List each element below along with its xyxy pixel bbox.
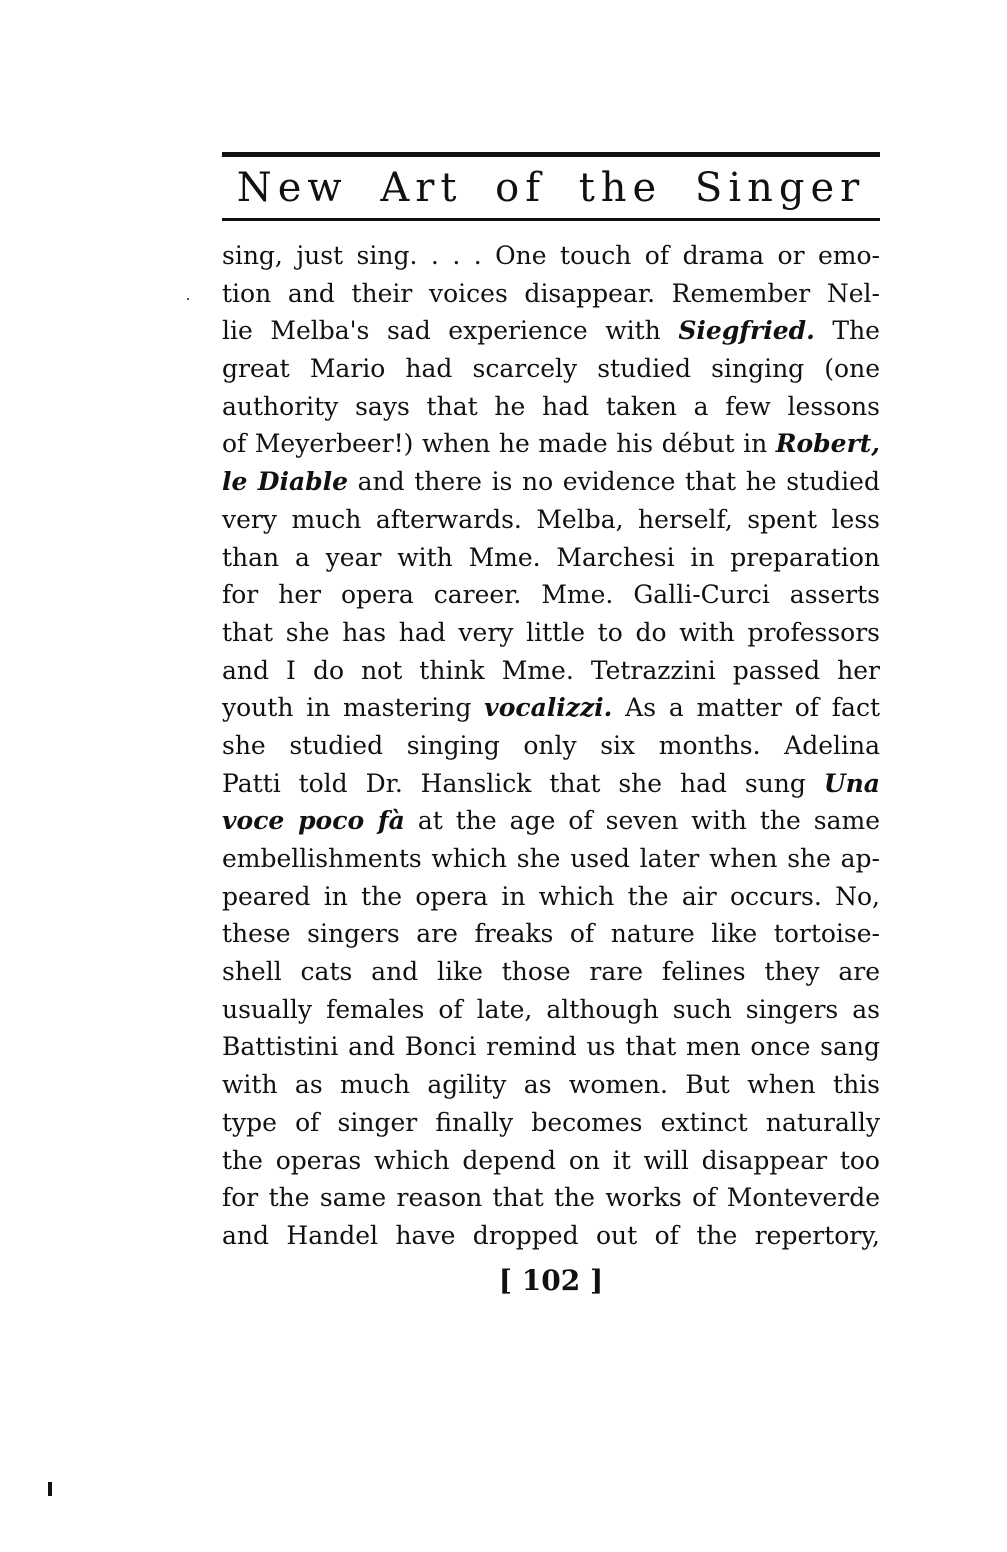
- text-fragment: and Handel have dropped out of the repertory,: [222, 1220, 880, 1250]
- text-fragment: of Meyerbeer!) when he made his début in: [222, 429, 776, 459]
- text-fragment: sing, just sing. . . . One touch of drama or emo-: [222, 241, 880, 270]
- text-line: [222, 350, 880, 388]
- body-text: [222, 237, 880, 1255]
- text-fragment: for the same reason that the works of Monteverde: [222, 1183, 880, 1213]
- italic-title: vocalizzi.: [484, 693, 613, 723]
- text-line: [222, 765, 880, 803]
- text-line: [222, 727, 880, 765]
- text-fragment: and I do not think Mme. Tetrazzini passed her: [222, 655, 880, 685]
- text-fragment: with as much agility as women. But when this: [222, 1070, 880, 1100]
- text-fragment: these singers are freaks of nature like tortoise-: [222, 919, 880, 949]
- text-line: [222, 953, 880, 991]
- text-fragment: As a matter of fact: [612, 693, 880, 723]
- text-fragment: tion and their voices disappear. Remember Nel-: [222, 278, 880, 308]
- text-line: [222, 1142, 880, 1180]
- text-line: [222, 501, 880, 539]
- text-line: [222, 539, 880, 577]
- text-fragment: that she has had very little to do with professors: [222, 617, 880, 647]
- italic-title: Una: [823, 768, 880, 798]
- margin-mark: [48, 1482, 52, 1496]
- header-rule-bottom: [222, 218, 880, 221]
- text-line: [222, 915, 880, 953]
- text-line: [222, 576, 880, 614]
- text-line: [222, 840, 880, 878]
- text-fragment: the operas which depend on it will disappear too: [222, 1145, 880, 1175]
- text-line: [222, 388, 880, 426]
- text-fragment: embellishments which she used later when she ap-: [222, 844, 880, 873]
- text-fragment: peared in the opera in which the air occurs. No,: [222, 881, 880, 911]
- text-line: [222, 312, 880, 350]
- text-line: [222, 1179, 880, 1217]
- text-fragment: than a year with Mme. Marchesi in preparation: [222, 542, 880, 572]
- text-fragment: youth in mastering: [222, 693, 485, 723]
- text-fragment: she studied singing only six months. Adelina: [222, 730, 880, 760]
- header-rule-top: [222, 152, 880, 157]
- text-line: [222, 1066, 880, 1104]
- italic-title: voce poco fà: [222, 806, 405, 836]
- text-fragment: great Mario had scarcely studied singing (one: [222, 354, 880, 384]
- stray-mark: [187, 298, 189, 300]
- text-fragment: Patti told Dr. Hanslick that she had sung: [222, 768, 824, 798]
- text-line: [222, 1104, 880, 1142]
- text-fragment: usually females of late, although such singers as: [222, 994, 880, 1024]
- text-line: [222, 463, 880, 501]
- text-line: [222, 425, 880, 463]
- italic-title: Siegfried.: [678, 316, 815, 346]
- text-line: [222, 878, 880, 916]
- text-line: [222, 652, 880, 690]
- text-line: [222, 802, 880, 840]
- text-line: [222, 614, 880, 652]
- text-line: [222, 1217, 880, 1255]
- text-fragment: at the age of seven with the same: [404, 806, 880, 836]
- running-head: New Art of the Singer: [236, 165, 866, 211]
- text-line: [222, 991, 880, 1029]
- text-fragment: lie Melba's sad experience with: [222, 316, 679, 346]
- page-number: [ 102 ]: [498, 1264, 604, 1297]
- text-fragment: type of singer finally becomes extinct naturally: [222, 1107, 880, 1137]
- text-fragment: very much afterwards. Melba, herself, spent less: [222, 504, 880, 534]
- text-fragment: and there is no evidence that he studied: [348, 467, 880, 497]
- text-line: [222, 1028, 880, 1066]
- text-fragment: Battistini and Bonci remind us that men once sang: [222, 1032, 880, 1062]
- text-line: [222, 689, 880, 727]
- text-line: [222, 275, 880, 313]
- text-line: [222, 237, 880, 275]
- text-fragment: The: [814, 316, 880, 346]
- italic-title: le Diable: [222, 467, 349, 497]
- text-fragment: shell cats and like those rare felines they are: [222, 957, 880, 987]
- text-fragment: for her opera career. Mme. Galli-Curci asserts: [222, 580, 880, 610]
- text-fragment: authority says that he had taken a few lessons: [222, 391, 880, 421]
- italic-title: Robert,: [775, 429, 880, 459]
